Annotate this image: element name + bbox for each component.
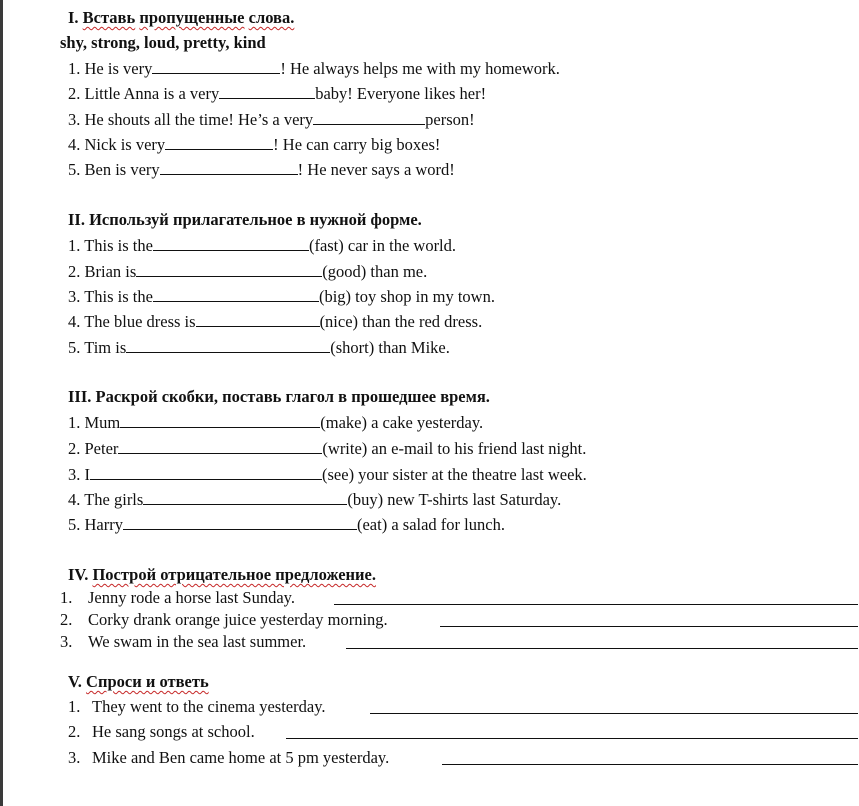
s1-item-4 [68, 134, 440, 155]
s3-item-2-pre: Peter [84, 439, 119, 458]
s5-item-1-number: 1. [68, 697, 81, 716]
s3-item-2 [68, 438, 586, 459]
s2-item-1-post: (fast) car in the world. [308, 236, 457, 255]
s3-item-1-pre: Mum [84, 413, 121, 432]
s5-item-1-answer-line[interactable] [370, 713, 858, 714]
s1-item-5-number: 5. [68, 160, 81, 179]
s1-item-2 [68, 83, 486, 104]
s3-item-4-pre: The girls [84, 490, 144, 509]
s2-item-5-post: (short) than Mike. [330, 338, 450, 357]
s1-item-5-post: ! He never says a word! [297, 160, 455, 179]
s2-item-4-post: (nice) than the red dress. [319, 312, 483, 331]
section-3-title: III. Раскрой скобки, поставь глагол в прошедшее время. [68, 387, 490, 406]
s2-item-1-pre: This is the [84, 236, 153, 255]
s5-item-3-number: 3. [68, 748, 81, 767]
s1-item-1-number: 1. [68, 59, 81, 78]
s2-item-4-blank[interactable] [196, 311, 320, 327]
s2-item-5-pre: Tim is [84, 338, 127, 357]
s1-item-1 [68, 58, 560, 79]
s3-item-3-blank[interactable] [90, 464, 322, 480]
s1-item-4-pre: Nick is very [84, 135, 166, 154]
s2-item-1-number: 1. [68, 236, 81, 255]
s3-item-5-pre: Harry [84, 515, 123, 534]
s2-item-3-pre: This is the [84, 287, 153, 306]
s3-item-3-pre: I [84, 465, 90, 484]
section-1-title-word-3: слова. [248, 8, 295, 27]
section-1-word-bank: shy, strong, loud, pretty, kind [60, 33, 266, 52]
s1-item-1-post: ! He always helps me with my homework. [280, 59, 560, 78]
s2-item-4 [68, 311, 482, 332]
section-5-title-text: Спроси и ответь [86, 672, 209, 691]
s3-item-4-post: (buy) new T-shirts last Saturday. [347, 490, 562, 509]
s1-item-3-post: person! [425, 110, 475, 129]
s2-item-2-post: (good) than me. [322, 262, 428, 281]
section-1-title [68, 8, 294, 28]
s1-item-2-pre: Little Anna is a very [84, 84, 220, 103]
s4-item-2-text: Corky drank orange juice yesterday morning. [88, 610, 388, 629]
s3-item-2-number: 2. [68, 439, 81, 458]
s1-item-1-blank[interactable] [152, 58, 280, 74]
section-1-number: I. [68, 8, 79, 27]
s2-item-5 [68, 337, 450, 358]
s2-item-1 [68, 235, 456, 256]
s4-item-1 [60, 588, 295, 608]
s2-item-2-blank[interactable] [136, 261, 322, 277]
s1-item-4-blank[interactable] [165, 134, 273, 150]
s3-item-4 [68, 489, 561, 510]
s5-item-2 [68, 722, 255, 742]
s3-item-3-post: (see) your sister at the theatre last week. [322, 465, 587, 484]
s5-item-3-answer-line[interactable] [442, 764, 858, 765]
s2-item-5-blank[interactable] [126, 337, 330, 353]
s5-item-2-text: He sang songs at school. [92, 722, 255, 741]
section-5-number: V. [68, 672, 82, 691]
s1-item-2-number: 2. [68, 84, 81, 103]
s3-item-2-post: (write) an e-mail to his friend last night. [322, 439, 587, 458]
s3-item-5 [68, 514, 505, 535]
s1-item-4-post: ! He can carry big boxes! [273, 135, 441, 154]
section-1-title-word-1: Вставь [82, 8, 136, 27]
s2-item-3-number: 3. [68, 287, 81, 306]
s4-item-1-text: Jenny rode a horse last Sunday. [88, 588, 295, 607]
s4-item-3-answer-line[interactable] [346, 648, 858, 649]
s5-item-2-answer-line[interactable] [286, 738, 858, 739]
s4-item-2-number: 2. [60, 610, 73, 629]
s1-item-5-blank[interactable] [160, 159, 298, 175]
s2-item-3-blank[interactable] [153, 286, 319, 302]
s2-item-3-post: (big) toy shop in my town. [318, 287, 495, 306]
s4-item-1-number: 1. [60, 588, 73, 607]
s1-item-5 [68, 159, 455, 180]
s1-item-3-number: 3. [68, 110, 81, 129]
section-4-number: IV. [68, 565, 89, 584]
section-4-title [68, 565, 376, 585]
s4-item-3 [60, 632, 306, 652]
s4-item-3-text: We swam in the sea last summer. [88, 632, 307, 651]
s3-item-2-blank[interactable] [118, 438, 322, 454]
s5-item-3 [68, 748, 389, 768]
s2-item-2 [68, 261, 427, 282]
s4-item-2-answer-line[interactable] [440, 626, 858, 627]
section-4-title-text: Построй отрицательное предложение. [92, 565, 376, 584]
s5-item-1 [68, 697, 326, 717]
s3-item-1 [68, 412, 483, 433]
s5-item-1-text: They went to the cinema yesterday. [92, 697, 326, 716]
s3-item-4-number: 4. [68, 490, 81, 509]
s2-item-4-pre: The blue dress is [84, 312, 196, 331]
s4-item-1-answer-line[interactable] [334, 604, 858, 605]
s2-item-2-number: 2. [68, 262, 81, 281]
s3-item-1-post: (make) a cake yesterday. [320, 413, 484, 432]
s1-item-1-pre: He is very [84, 59, 153, 78]
s5-item-2-number: 2. [68, 722, 81, 741]
s3-item-3 [68, 464, 587, 485]
s1-item-3 [68, 109, 475, 130]
s4-item-2 [60, 610, 388, 630]
s1-item-4-number: 4. [68, 135, 81, 154]
s5-item-3-text: Mike and Ben came home at 5 pm yesterday. [92, 748, 390, 767]
s2-item-4-number: 4. [68, 312, 81, 331]
s3-item-5-number: 5. [68, 515, 81, 534]
s3-item-1-number: 1. [68, 413, 81, 432]
s3-item-5-blank[interactable] [123, 514, 357, 530]
s3-item-5-post: (eat) a salad for lunch. [356, 515, 505, 534]
page-left-border [0, 0, 3, 806]
s2-item-2-pre: Brian is [84, 262, 137, 281]
section-2-title: II. Используй прилагательное в нужной форме. [68, 210, 422, 229]
s1-item-2-post: baby! Everyone likes her! [315, 84, 487, 103]
s3-item-4-blank[interactable] [143, 489, 347, 505]
s1-item-5-pre: Ben is very [84, 160, 160, 179]
section-1-title-word-2: пропущенные [139, 8, 245, 27]
s2-item-1-blank[interactable] [153, 235, 309, 251]
s3-item-3-number: 3. [68, 465, 81, 484]
s2-item-3 [68, 286, 495, 307]
s4-item-3-number: 3. [60, 632, 73, 651]
s1-item-2-blank[interactable] [219, 83, 315, 99]
s3-item-1-blank[interactable] [120, 412, 320, 428]
s2-item-5-number: 5. [68, 338, 81, 357]
s1-item-3-pre: He shouts all the time! He’s a very [84, 110, 314, 129]
section-5-title [68, 672, 209, 692]
s1-item-3-blank[interactable] [313, 109, 425, 125]
